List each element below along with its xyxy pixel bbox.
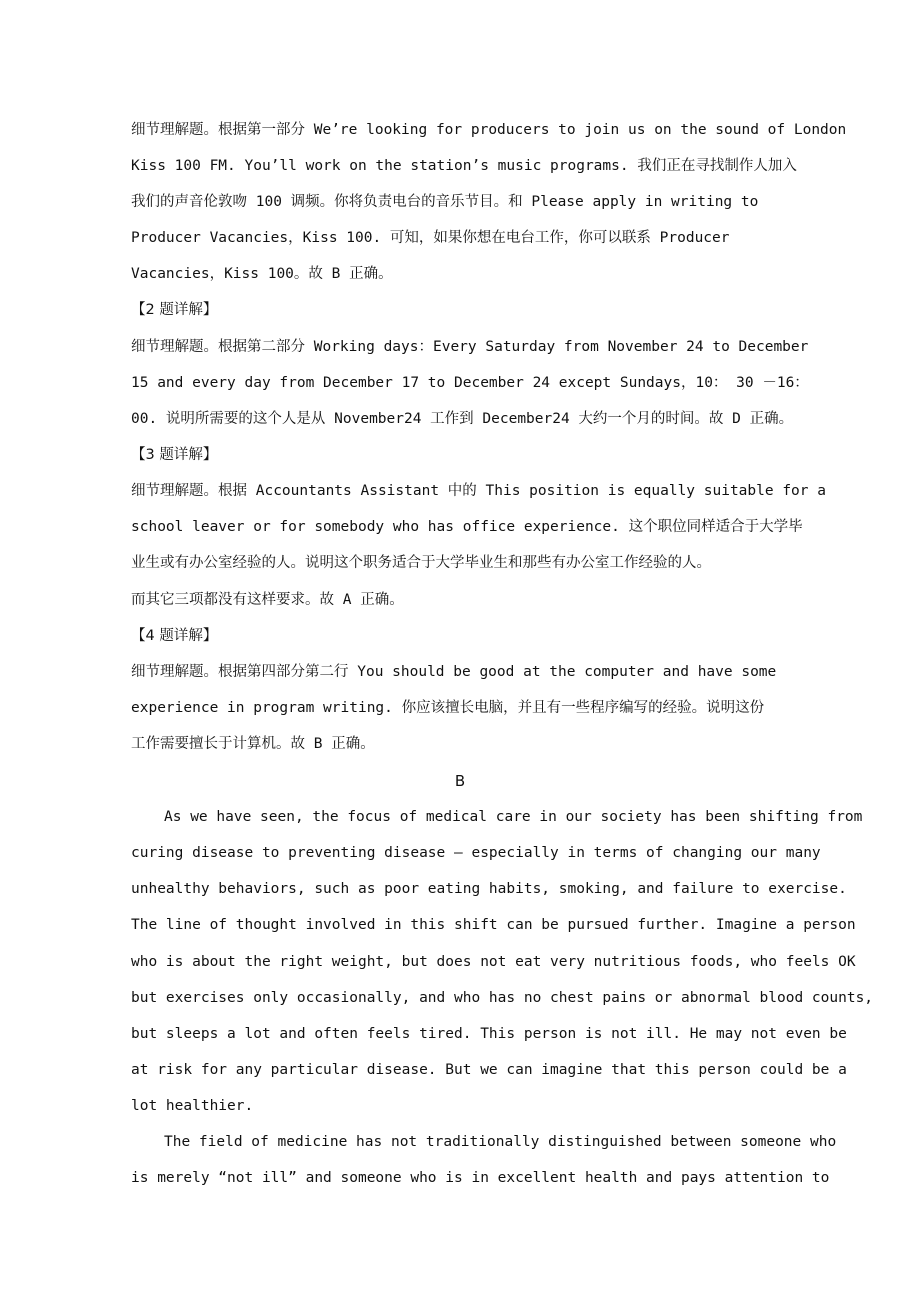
passage-b-p1-line-8: at risk for any particular disease. But we can imagine that this person could be a (131, 1062, 847, 1078)
q2-line-3: 00. 说明所需要的这个人是从 November24 工作到 December24 大约一个月的时间。故 D 正确。 (131, 411, 794, 427)
q3-line-2: school leaver or for somebody who has office experience. 这个职位同样适合于大学毕 (131, 519, 803, 535)
q3-line-4: 而其它三项都没有这样要求。故 A 正确。 (131, 592, 404, 608)
passage-b-p2-line-2: is merely “not ill” and someone who is in excellent health and pays attention to (131, 1170, 830, 1186)
q3-heading: 【3 题详解】 (131, 447, 218, 463)
passage-b-p1-line-9: lot healthier. (131, 1098, 254, 1114)
q4-line-2: experience in program writing. 你应该擅长电脑，并且有一些程序编写的经验。说明这份 (131, 700, 765, 716)
q4-heading: 【4 题详解】 (131, 628, 218, 644)
q1-line-3: 我们的声音伦敦吻 100 调频。你将负责电台的音乐节目。和 Please apply in writing to (131, 194, 759, 210)
passage-b-p1-line-7: but sleeps a lot and often feels tired. This person is not ill. He may not even be (131, 1026, 847, 1042)
q3-line-3: 业生或有办公室经验的人。说明这个职务适合于大学毕业生和那些有办公室工作经验的人。 (131, 555, 711, 571)
passage-b-p1-line-4: The line of thought involved in this shift can be pursued further. Imagine a person (131, 917, 856, 933)
q1-line-5: Vacancies，Kiss 100。故 B 正确。 (131, 266, 393, 282)
passage-b-p1-line-6: but exercises only occasionally, and who has no chest pains or abnormal blood counts, (131, 990, 874, 1006)
passage-b-title: B (454, 772, 466, 790)
q1-line-4: Producer Vacancies，Kiss 100. 可知，如果你想在电台工作，你可以联系 Producer (131, 230, 730, 246)
q2-line-2: 15 and every day from December 17 to December 24 except Sundays，10： 30 －16： (131, 375, 809, 391)
q4-line-3: 工作需要擅长于计算机。故 B 正确。 (131, 736, 375, 752)
q1-line-1: 细节理解题。根据第一部分 We’re looking for producers to join us on the sound of London (131, 122, 847, 138)
q3-line-1: 细节理解题。根据 Accountants Assistant 中的 This position is equally suitable for a (131, 483, 826, 499)
passage-b-p1-line-2: curing disease to preventing disease — especially in terms of changing our many (131, 845, 821, 861)
q4-line-1: 细节理解题。根据第四部分第二行 You should be good at the computer and have some (131, 664, 777, 680)
passage-b-p1-line-5: who is about the right weight, but does not eat very nutritious foods, who feels OK (131, 954, 856, 970)
passage-b-p1-line-3: unhealthy behaviors, such as poor eating habits, smoking, and failure to exercise. (131, 881, 847, 897)
q2-line-1: 细节理解题。根据第二部分 Working days：Every Saturday from November 24 to December (131, 339, 809, 355)
passage-b-p1-line-1: As we have seen, the focus of medical care in our society has been shifting from (164, 809, 863, 825)
q1-line-2: Kiss 100 FM. You’ll work on the station’s music programs. 我们正在寻找制作人加入 (131, 158, 797, 174)
passage-b-p2-line-1: The field of medicine has not traditionally distinguished between someone who (164, 1134, 837, 1150)
q2-heading: 【2 题详解】 (131, 302, 218, 318)
